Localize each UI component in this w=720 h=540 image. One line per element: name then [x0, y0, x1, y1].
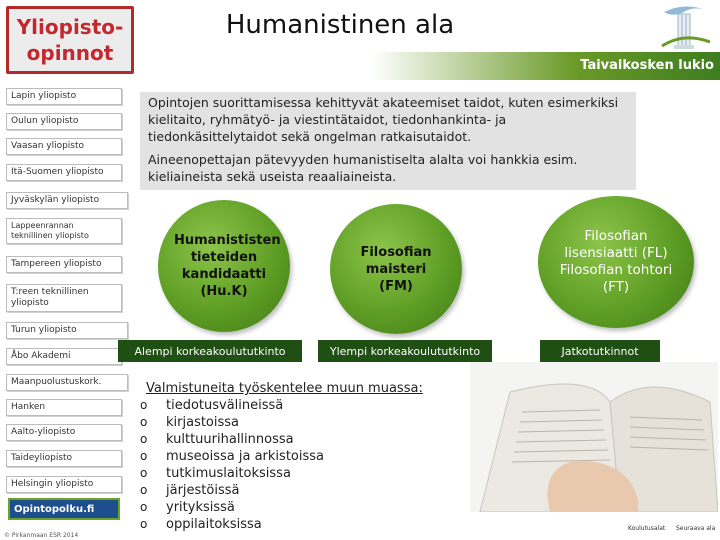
bullet-marker: o: [140, 449, 148, 463]
job-text: tutkimuslaitoksissa: [166, 466, 291, 481]
list-item: [140, 448, 440, 465]
logo-line-1: Yliopisto-: [16, 15, 124, 39]
list-item: [140, 482, 440, 499]
sidebar-item-taideyliopisto[interactable]: Taideyliopisto: [6, 450, 122, 467]
sidebar-item-treen-teknillinen-yliopisto[interactable]: T:reen teknillinen yliopisto: [6, 284, 122, 312]
list-item: [140, 465, 440, 482]
info-paragraph-2: Aineenopettajan pätevyyden humanistiselta alalta voi hankkia esim. kieliaineista sekä useista reaaliaineista.: [148, 152, 578, 184]
bullet-marker: o: [140, 415, 148, 429]
open-book-photo: [470, 362, 718, 512]
sidebar-item-abo-akademi[interactable]: Åbo Akademi: [6, 348, 122, 365]
sidebar-item-helsingin-yliopisto[interactable]: Helsingin yliopisto: [6, 476, 122, 493]
bullet-marker: o: [140, 500, 148, 514]
sidebar-item-oulun-yliopisto[interactable]: Oulun yliopisto: [6, 113, 122, 130]
bullet-marker: o: [140, 483, 148, 497]
jobs-list: [140, 380, 440, 533]
info-box: [140, 92, 636, 190]
sidebar-item-turun-yliopisto[interactable]: Turun yliopisto: [6, 322, 128, 339]
footer-link-seuraava-ala[interactable]: Seuraava ala: [676, 525, 716, 532]
page-title: Humanistinen ala: [225, 10, 455, 40]
job-text: järjestöissä: [166, 483, 240, 498]
sidebar-item-tampereen-yliopisto[interactable]: Tampereen yliopisto: [6, 256, 122, 273]
job-text: tiedotusvälineissä: [166, 398, 284, 413]
list-item: [140, 516, 440, 533]
pillar-logo-icon: [654, 2, 714, 52]
job-text: kirjastoissa: [166, 415, 240, 430]
yliopisto-opinnot-logo[interactable]: [6, 6, 134, 74]
list-item: [140, 397, 440, 414]
footer-link-koulutusalat[interactable]: Koulutusalat: [628, 525, 666, 532]
sidebar-item-jyvaskylan-yliopisto[interactable]: Jyväskylän yliopisto: [6, 192, 128, 209]
job-text: oppilaitoksissa: [166, 517, 262, 532]
job-text: yrityksissä: [166, 500, 235, 515]
bachelor-degree-circle: [158, 200, 290, 332]
logo-line-2: opinnot: [26, 41, 114, 65]
list-item: [140, 431, 440, 448]
doctor-degree-circle: [538, 196, 694, 328]
list-item: [140, 499, 440, 516]
copyright-text: © Pirkanmaan ESR 2014: [4, 532, 79, 539]
bachelor-degree-text: Humanististen tieteiden kandidaatti (Hu.K): [174, 233, 281, 299]
sidebar-item-ita-suomen-yliopisto[interactable]: Itä-Suomen yliopisto: [6, 164, 122, 181]
bullet-marker: o: [140, 466, 148, 480]
sidebar-item-lappeenrannan-yliopisto[interactable]: Lappeenrannan teknillinen yliopisto: [6, 218, 122, 244]
lower-degree-label: Alempi korkeakoulututkinto: [118, 340, 302, 362]
opintopolku-button[interactable]: Opintopolku.fi: [8, 498, 120, 520]
higher-degree-label: Ylempi korkeakoulututkinto: [318, 340, 492, 362]
master-degree-text: Filosofian maisteri (FM): [360, 244, 432, 294]
bullet-marker: o: [140, 432, 148, 446]
job-text: kulttuurihallinnossa: [166, 432, 294, 447]
sidebar-item-vaasan-yliopisto[interactable]: Vaasan yliopisto: [6, 138, 122, 155]
info-paragraph-1: Opintojen suorittamisessa kehittyvät akateemiset taidot, kuten esimerkiksi kielitaito, ryhmätyö- ja viestintätaidot, tiedonhankinta- ja tiedonkäsittelytaidot sekä ongelman ratkaisutaidot.: [148, 95, 619, 144]
brand-name: Taivalkosken lukio: [580, 58, 714, 73]
sidebar-item-hanken[interactable]: Hanken: [6, 399, 122, 416]
master-degree-circle: [330, 204, 462, 334]
sidebar-item-lapin-yliopisto[interactable]: Lapin yliopisto: [6, 88, 122, 105]
bullet-marker: o: [140, 398, 148, 412]
list-item: [140, 414, 440, 431]
bullet-marker: o: [140, 517, 148, 531]
job-text: museoissa ja arkistoissa: [166, 449, 324, 464]
further-degree-label: Jatkotutkinnot: [540, 340, 660, 362]
sidebar-item-aalto-yliopisto[interactable]: Aalto-yliopisto: [6, 424, 122, 441]
doctor-degree-text: Filosofian lisensiaatti (FL) Filosofian tohtori (FT): [559, 228, 673, 295]
university-sidebar: [0, 84, 130, 540]
sidebar-item-maanpuolustuskorkeakoulu[interactable]: Maanpuolustuskork.: [6, 374, 128, 391]
jobs-title: Valmistuneita työskentelee muun muassa:: [146, 381, 423, 396]
